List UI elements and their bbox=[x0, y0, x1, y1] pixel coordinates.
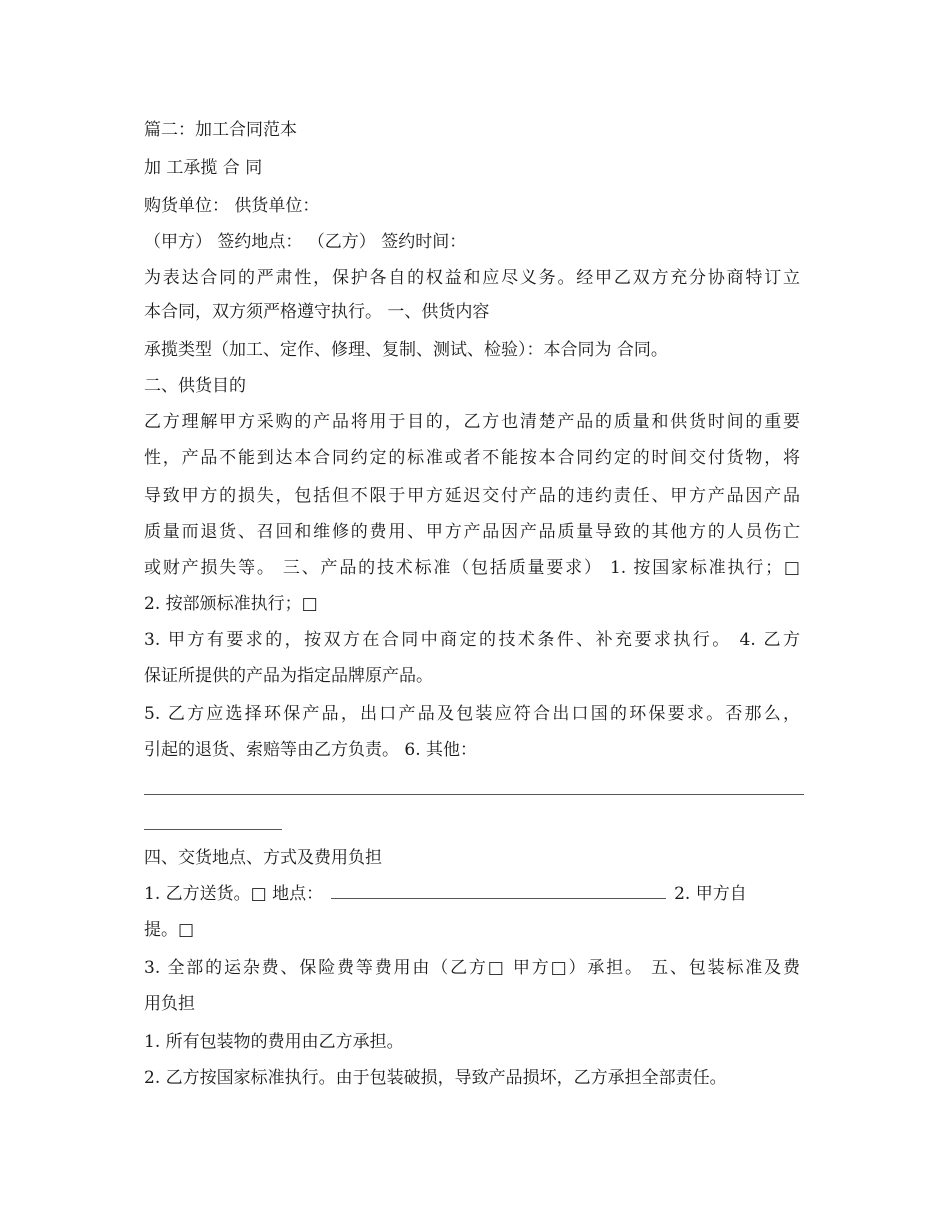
section-2-line-5: 或财产损失等。 三、产品的技术标准（包括质量要求） 1. 按国家标准执行；□ bbox=[144, 558, 800, 578]
section-2-line-2: 性，产品不能到达本合同约定的标准或者不能按本合同约定的时间交付货物，将 bbox=[144, 448, 800, 468]
contract-type-line: 承揽类型（加工、定作、修理、复制、测试、检验）：本合同为 合同。 bbox=[144, 340, 668, 360]
standard-item-2: 2. 按部颁标准执行；□ bbox=[144, 594, 318, 614]
other-fill-rule-long bbox=[144, 794, 804, 795]
packaging-item-1: 1. 所有包装物的费用由乙方承担。 bbox=[144, 1032, 404, 1052]
standard-item-3-line-1: 3. 甲方有要求的，按双方在合同中商定的技术条件、补充要求执行。 4. 乙方 bbox=[144, 630, 800, 650]
standard-item-3-line-2: 保证所提供的产品为指定品牌原产品。 bbox=[144, 666, 433, 686]
intro-line-2: 本合同，双方须严格遵守执行。 一、供货内容 bbox=[144, 302, 490, 322]
delivery-address-blank bbox=[331, 884, 666, 899]
delivery-item-3-line-1: 3. 全部的运杂费、保险费等费用由（乙方□ 甲方□）承担。 五、包装标准及费 bbox=[144, 958, 800, 978]
parties-place-time-line: （甲方） 签约地点： （乙方） 签约时间： bbox=[144, 232, 467, 252]
delivery-item-1-line-1 bbox=[144, 882, 747, 906]
contract-title: 加 工承揽 合 同 bbox=[144, 158, 263, 178]
section-2-title: 二、供货目的 bbox=[144, 376, 246, 396]
standard-item-5-line-2: 引起的退货、索赔等由乙方负责。 6. 其他： bbox=[144, 740, 478, 760]
delivery-item-1-label: 1. 乙方送货。□ 地点： bbox=[144, 884, 324, 904]
standard-item-5-line-1: 5. 乙方应选择环保产品，出口产品及包装应符合出口国的环保要求。否那么， bbox=[144, 704, 800, 724]
buyer-supplier-line: 购货单位： 供货单位： bbox=[144, 196, 320, 216]
intro-line-1: 为表达合同的严肃性，保护各自的权益和应尽义务。经甲乙双方充分协商特订立 bbox=[144, 268, 800, 288]
doc-heading: 篇二：加工合同范本 bbox=[144, 120, 297, 140]
delivery-item-1-line-2: 提。□ bbox=[144, 920, 195, 940]
section-4-title: 四、交货地点、方式及费用负担 bbox=[144, 848, 382, 868]
packaging-item-2: 2. 乙方按国家标准执行。由于包装破损，导致产品损坏，乙方承担全部责任。 bbox=[144, 1068, 727, 1088]
other-fill-rule-short bbox=[144, 829, 282, 830]
delivery-item-2-label: 2. 甲方自 bbox=[674, 884, 747, 904]
delivery-item-3-line-2: 用负担 bbox=[144, 994, 195, 1014]
section-2-line-1: 乙方理解甲方采购的产品将用于目的，乙方也清楚产品的质量和供货时间的重要 bbox=[144, 412, 800, 432]
section-2-line-3: 导致甲方的损失，包括但不限于甲方延迟交付产品的违约责任、甲方产品因产品 bbox=[144, 486, 800, 506]
section-2-line-4: 质量而退货、召回和维修的费用、甲方产品因产品质量导致的其他方的人员伤亡 bbox=[144, 522, 800, 542]
